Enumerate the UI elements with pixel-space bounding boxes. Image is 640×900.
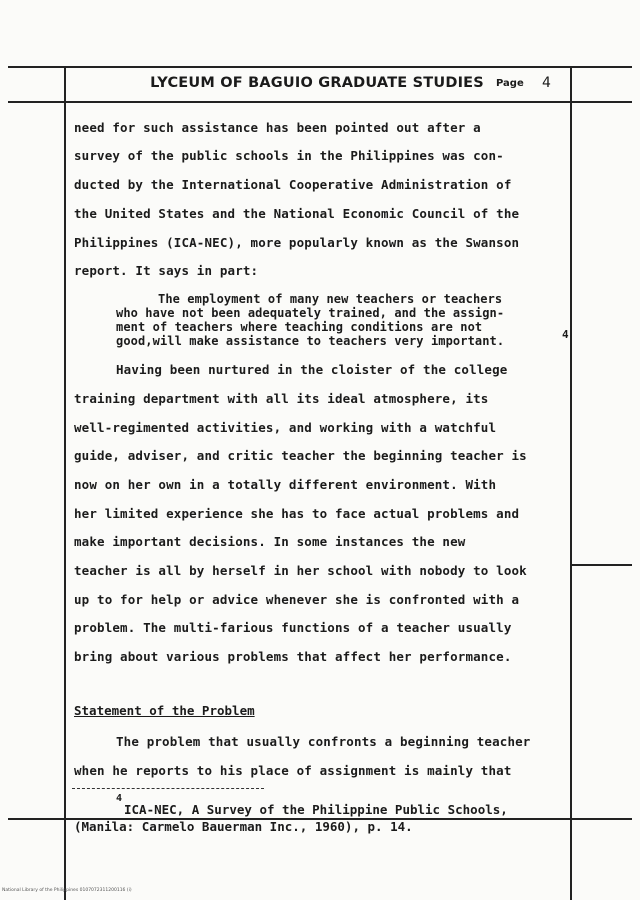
- quote-line: The employment of many new teachers or teachers: [158, 292, 503, 306]
- quote-footnote-marker: 4: [562, 328, 569, 341]
- text-line: well-regimented activities, and working with a watchful: [74, 420, 497, 435]
- text-line: bring about various problems that affect her performance.: [74, 649, 512, 664]
- text-line: guide, adviser, and critic teacher the beginning teacher is: [74, 448, 527, 463]
- text-line: Having been nurtured in the cloister of the college: [116, 362, 508, 377]
- quote-line: good,will make assistance to teachers very important.: [116, 334, 505, 348]
- text-line: The problem that usually confronts a beginning teacher: [116, 734, 531, 749]
- text-line: her limited experience she has to face actual problems and: [74, 506, 520, 521]
- text-line: Philippines (ICA-NEC), more popularly known as the Swanson: [74, 235, 520, 250]
- text-line: report. It says in part:: [74, 263, 259, 278]
- text-line: make important decisions. In some instances the new: [74, 534, 466, 549]
- text-line: when he reports to his place of assignment is mainly that: [74, 763, 512, 778]
- text-line: teacher is all by herself in her school with nobody to look: [74, 563, 527, 578]
- text-line: need for such assistance has been pointed out after a: [74, 120, 481, 135]
- page-number: 4: [542, 75, 551, 91]
- text-line: ducted by the International Cooperative Administration of: [74, 177, 512, 192]
- right-edge-tick: [570, 564, 632, 566]
- quote-line: ment of teachers where teaching conditions are not: [116, 320, 483, 334]
- left-margin-rule: [64, 66, 66, 900]
- text-line: up to for help or advice whenever she is confronted with a: [74, 592, 520, 607]
- right-margin-rule: [570, 66, 572, 900]
- text-line: now on her own in a totally different environment. With: [74, 477, 497, 492]
- section-heading: Statement of the Problem: [74, 703, 255, 718]
- page-label: Page: [496, 78, 524, 89]
- institution-title: LYCEUM OF BAGUIO GRADUATE STUDIES: [150, 75, 484, 91]
- page-header: [64, 66, 570, 102]
- footnote-line: (Manila: Carmelo Bauerman Inc., 1960), p. 14.: [74, 819, 413, 834]
- text-line: the United States and the National Economic Council of the: [74, 206, 520, 221]
- text-line: training department with all its ideal atmosphere, its: [74, 391, 489, 406]
- footnote-separator: [72, 788, 264, 789]
- archive-tag: National Library of the Philippines 0107072311200116 (i): [2, 888, 132, 893]
- footnote-marker: 4: [116, 793, 123, 804]
- footnote-line: ICA-NEC, A Survey of the Philippine Public Schools,: [124, 802, 508, 817]
- quote-line: who have not been adequately trained, and the assign-: [116, 306, 505, 320]
- text-line: problem. The multi-farious functions of a teacher usually: [74, 620, 512, 635]
- text-line: survey of the public schools in the Philippines was con-: [74, 148, 504, 163]
